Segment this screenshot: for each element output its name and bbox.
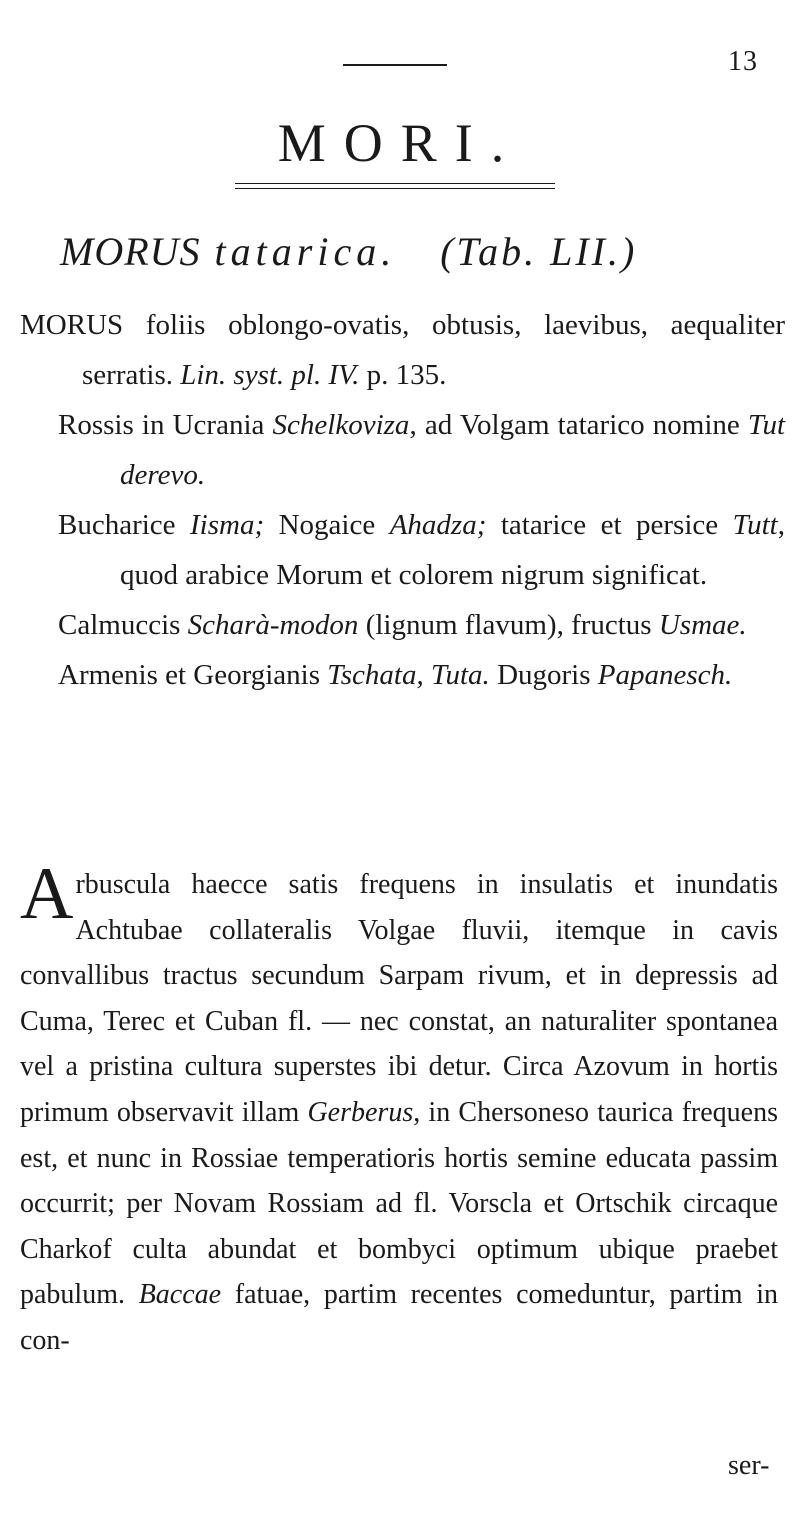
- bucharian-text-2: Nogaice: [264, 509, 390, 541]
- vernacular-russian: [20, 400, 785, 500]
- calmuck-text-1: Calmuccis: [58, 609, 188, 641]
- russian-text-2: , ad Volgam tatarico nomine: [409, 409, 748, 441]
- armenian-name-2: Papanesch.: [597, 659, 733, 691]
- page-number: 13: [728, 46, 758, 77]
- vernacular-armenian: [20, 650, 785, 700]
- calmuck-text-2: (lignum flavum), fructus: [358, 609, 659, 641]
- body-text-3: fatuae, partim recentes comeduntur, partim in con-: [20, 1279, 778, 1356]
- catchword: ser-: [728, 1450, 770, 1481]
- russian-name-2: Tut derevo.: [120, 409, 786, 491]
- bucharian-text-1: Bucharice: [58, 509, 191, 541]
- armenian-name-1: Tschata, Tuta.: [327, 659, 490, 691]
- bucharian-name-2: Ahadza;: [389, 509, 487, 541]
- author-name: Gerberus: [307, 1096, 414, 1128]
- body-paragraph: [20, 853, 779, 1364]
- bucharian-text-3: tatarice et persice: [486, 509, 733, 541]
- armenian-text-2: Dugoris: [489, 659, 598, 691]
- bucharian-name-3: Tutt: [732, 509, 778, 541]
- title-double-rule: [235, 183, 555, 189]
- armenian-text-1: Armenis et Georgianis: [58, 659, 328, 691]
- calmuck-name-2: Usmae.: [658, 609, 747, 641]
- calmuck-name-1: Scharà-modon: [187, 609, 359, 641]
- baccae-word: Baccae: [138, 1279, 222, 1311]
- body-text-1: rbuscula haecce satis frequens in insulatis et inundatis Achtubae collateralis Volgae fluvii, itemque in cavis convallibus tractus secundum Sarpam rivum, et in depressis ad Cuma, Terec et Cuban fl. — nec constat, an naturaliter spontanea vel a pristina cultura superstes ibi detur. Circa Azovum in hortis primum observavit illam: [20, 869, 778, 1128]
- bucharian-name-1: Iisma;: [190, 509, 265, 541]
- vernacular-bucharian: [20, 500, 785, 600]
- russian-text-1: Rossis in Ucrania: [58, 409, 273, 441]
- linnaeus-reference: Lin. syst. pl. IV.: [180, 359, 360, 391]
- synonymy-block: [20, 300, 785, 700]
- plate-reference: (Tab. LII.): [440, 229, 638, 274]
- diagnosis-lead: MORUS: [20, 309, 124, 341]
- drop-cap: A: [20, 853, 74, 935]
- section-title: MORI.: [277, 113, 523, 173]
- species-epithet: tatarica.: [214, 229, 397, 274]
- diagnosis-text: foliis oblongo-ovatis, obtusis, laevibus, aequaliter serratis.: [82, 309, 785, 391]
- species-genus: MORUS: [60, 229, 201, 274]
- species-heading: [60, 228, 780, 275]
- russian-name-1: Schelkoviza: [272, 409, 410, 441]
- diagnosis-entry: [20, 300, 785, 400]
- vernacular-calmuck: [20, 600, 785, 650]
- reference-page: p. 135.: [359, 359, 447, 391]
- header-dash: [343, 64, 447, 66]
- bucharian-text-4: , quod arabice Morum et colorem nigrum significat.: [120, 509, 785, 591]
- body-text-2: , in Chersoneso taurica frequens est, et nunc in Rossiae temperatioris hortis semine educata passim occurrit; per Novam Rossiam ad fl. Vorscla et Ortschik circaque Charkof culta abundat et bombyci optimum ubique praebet pabulum.: [20, 1096, 779, 1311]
